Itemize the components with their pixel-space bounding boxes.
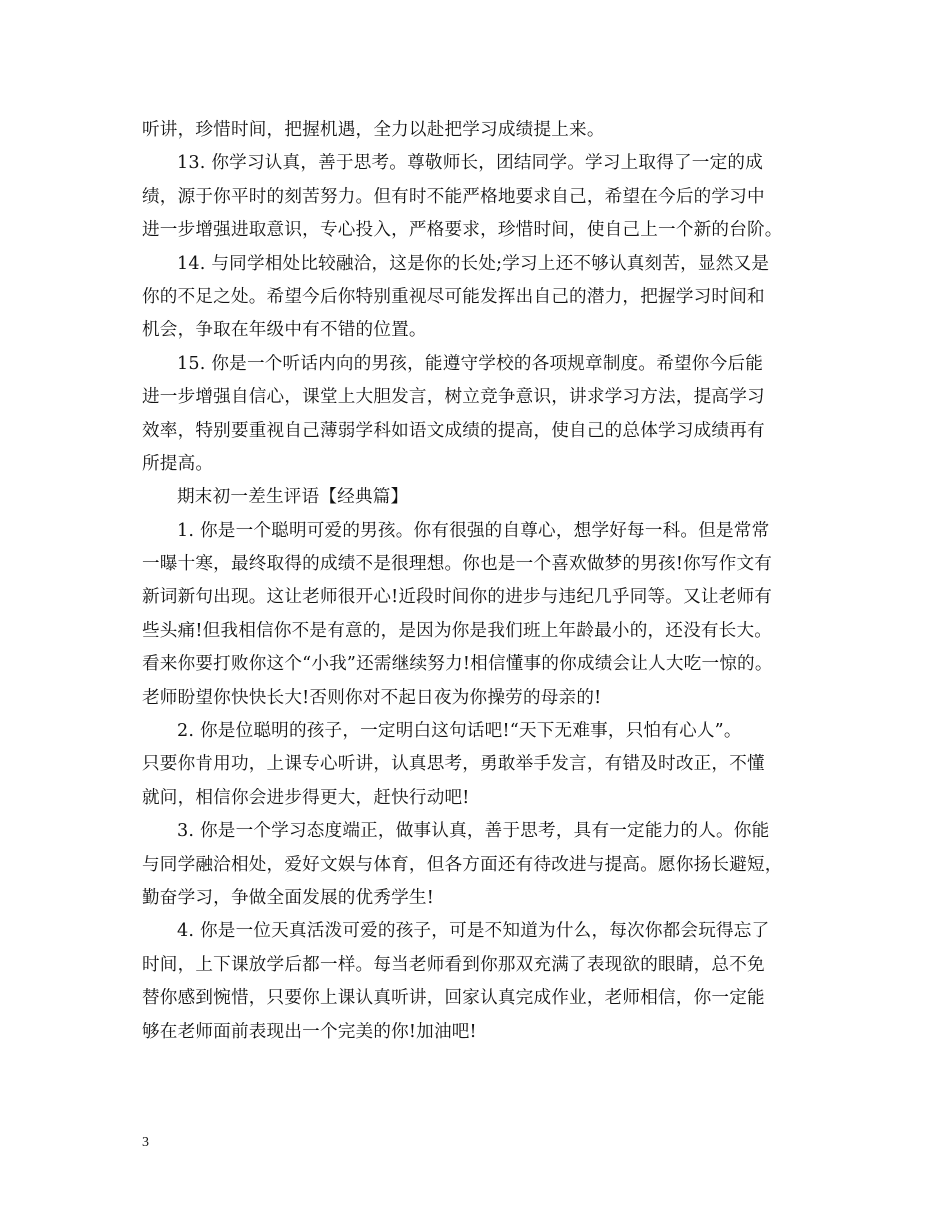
text-line: 看来你要打败你这个“小我”还需继续努力!相信懂事的你成绩会让人大吃一惊的。 (142, 654, 773, 675)
text-line: 只要你肯用功，上课专心听讲，认真思考，勇敢举手发言，有错及时改正，不懂 (142, 754, 765, 775)
text-line: 效率，特别要重视自己薄弱学科如语文成绩的提高，使自己的总体学习成绩再有 (142, 420, 765, 441)
text-line: 替你感到惋惜，只要你上课认真听讲，回家认真完成作业，老师相信，你一定能 (142, 988, 765, 1009)
text-line: 时间，上下课放学后都一样。每当老师看到你那双充满了表现欲的眼睛，总不免 (142, 954, 765, 975)
text-line: 机会，争取在年级中有不错的位置。 (142, 320, 427, 341)
text-line: 1. 你是一个聪明可爱的男孩。你有很强的自尊心，想学好每一科。但是常常 (177, 520, 770, 541)
text-line: 够在老师面前表现出一个完美的你!加油吧! (142, 1021, 477, 1042)
text-line: 新词新句出现。这让老师很开心!近段时间你的进步与违纪几乎同等。又让老师有 (142, 587, 773, 608)
text-line: 绩，源于你平时的刻苦努力。但有时不能严格地要求自己，希望在今后的学习中 (142, 186, 765, 207)
text-line: 3. 你是一个学习态度端正，做事认真，善于思考，具有一定能力的人。你能 (177, 821, 770, 842)
text-line: 期末初一差生评语【经典篇】 (177, 487, 409, 508)
text-line: 听讲，珍惜时间，把握机遇，全力以赴把学习成绩提上来。 (142, 120, 605, 140)
text-line: 14. 与同学相处比较融洽，这是你的长处;学习上还不够认真刻苦，显然又是 (177, 253, 770, 274)
text-line: 所提高。 (142, 453, 214, 474)
text-line: 就问，相信你会进步得更大，赶快行动吧! (142, 787, 470, 808)
text-line: 老师盼望你快快长大!否则你对不起日夜为你操劳的母亲的! (142, 687, 602, 708)
page-number: 3 (142, 1135, 149, 1150)
text-line: 2. 你是位聪明的孩子，一定明白这句话吧!“天下无难事，只怕有心人”。 (177, 721, 742, 742)
text-line: 一曝十寒，最终取得的成绩不是很理想。你也是一个喜欢做梦的男孩!你写作文有 (142, 554, 773, 575)
text-line: 进一步增强进取意识，专心投入，严格要求，珍惜时间，使自己上一个新的台阶。 (142, 220, 783, 241)
text-line: 进一步增强自信心，课堂上大胆发言，树立竞争意识，讲求学习方法，提高学习 (142, 387, 765, 408)
text-line: 你的不足之处。希望今后你特别重视尽可能发挥出自己的潜力，把握学习时间和 (142, 286, 765, 307)
text-line: 些头痛!但我相信你不是有意的，是因为你是我们班上年龄最小的，还没有长大。 (142, 620, 773, 641)
text-line: 15. 你是一个听话内向的男孩，能遵守学校的各项规章制度。希望你今后能 (177, 353, 763, 374)
text-line: 与同学融洽相处，爱好文娱与体育，但各方面还有待改进与提高。愿你扬长避短， (142, 854, 783, 875)
text-line: 13. 你学习认真，善于思考。尊敬师长，团结同学。学习上取得了一定的成 (177, 153, 763, 174)
text-line: 勤奋学习，争做全面发展的优秀学生! (142, 887, 434, 908)
text-line: 4. 你是一位天真活泼可爱的孩子，可是不知道为什么，每次你都会玩得忘了 (177, 921, 770, 942)
document-body (142, 114, 812, 1049)
